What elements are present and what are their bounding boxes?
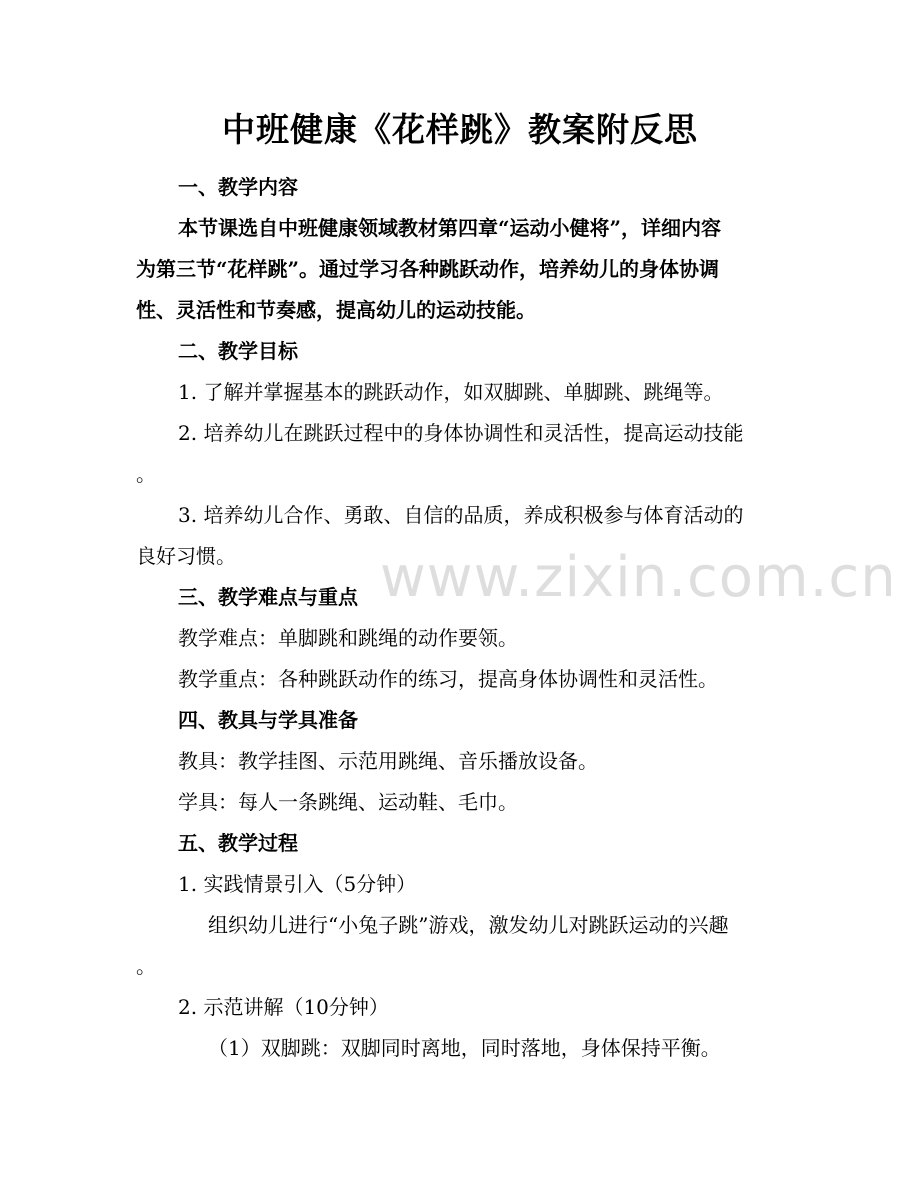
paragraph-continuation: 。 (136, 954, 156, 978)
paragraph-line: 学具：每人一条跳绳、运动鞋、毛巾。 (178, 790, 518, 814)
list-item: 3. 培养幼儿合作、勇敢、自信的品质，养成积极参与体育活动的 (178, 503, 744, 527)
paragraph-line: 组织幼儿进行“小兔子跳”游戏，激发幼儿对跳跃运动的兴趣 (208, 913, 729, 937)
paragraph-line: 教学重点：各种跳跃动作的练习，提高身体协调性和灵活性。 (178, 667, 718, 691)
paragraph-line: 为第三节“花样跳”。通过学习各种跳跃动作，培养幼儿的身体协调 (136, 257, 720, 281)
section-heading-materials: 四、教具与学具准备 (178, 708, 358, 732)
paragraph-line: 教具：教学挂图、示范用跳绳、音乐播放设备。 (178, 749, 598, 773)
paragraph-line: 教学难点：单脚跳和跳绳的动作要领。 (178, 626, 518, 650)
paragraph-line: 性、灵活性和节奏感，提高幼儿的运动技能。 (136, 298, 536, 322)
section-heading-content: 一、教学内容 (178, 175, 298, 199)
list-item-continuation: 良好习惯。 (136, 544, 236, 568)
list-item: 2. 示范讲解（10分钟） (178, 995, 389, 1019)
list-item: 1. 实践情景引入（5分钟） (178, 872, 417, 896)
sub-list-item: （1）双脚跳：双脚同时离地，同时落地，身体保持平衡。 (208, 1036, 721, 1060)
section-heading-goals: 二、教学目标 (178, 339, 298, 363)
paragraph-line: 本节课选自中班健康领域教材第四章“运动小健将”，详细内容 (178, 216, 722, 240)
section-heading-difficulties: 三、教学难点与重点 (178, 585, 358, 609)
watermark: www.zixin.com.cn (380, 545, 897, 610)
list-item: 1. 了解并掌握基本的跳跃动作，如双脚跳、单脚跳、跳绳等。 (178, 380, 724, 404)
document-title: 中班健康《花样跳》教案附反思 (222, 110, 698, 149)
section-heading-process: 五、教学过程 (178, 831, 298, 855)
list-item-continuation: 。 (136, 462, 156, 486)
list-item: 2. 培养幼儿在跳跃过程中的身体协调性和灵活性，提高运动技能 (178, 421, 744, 445)
